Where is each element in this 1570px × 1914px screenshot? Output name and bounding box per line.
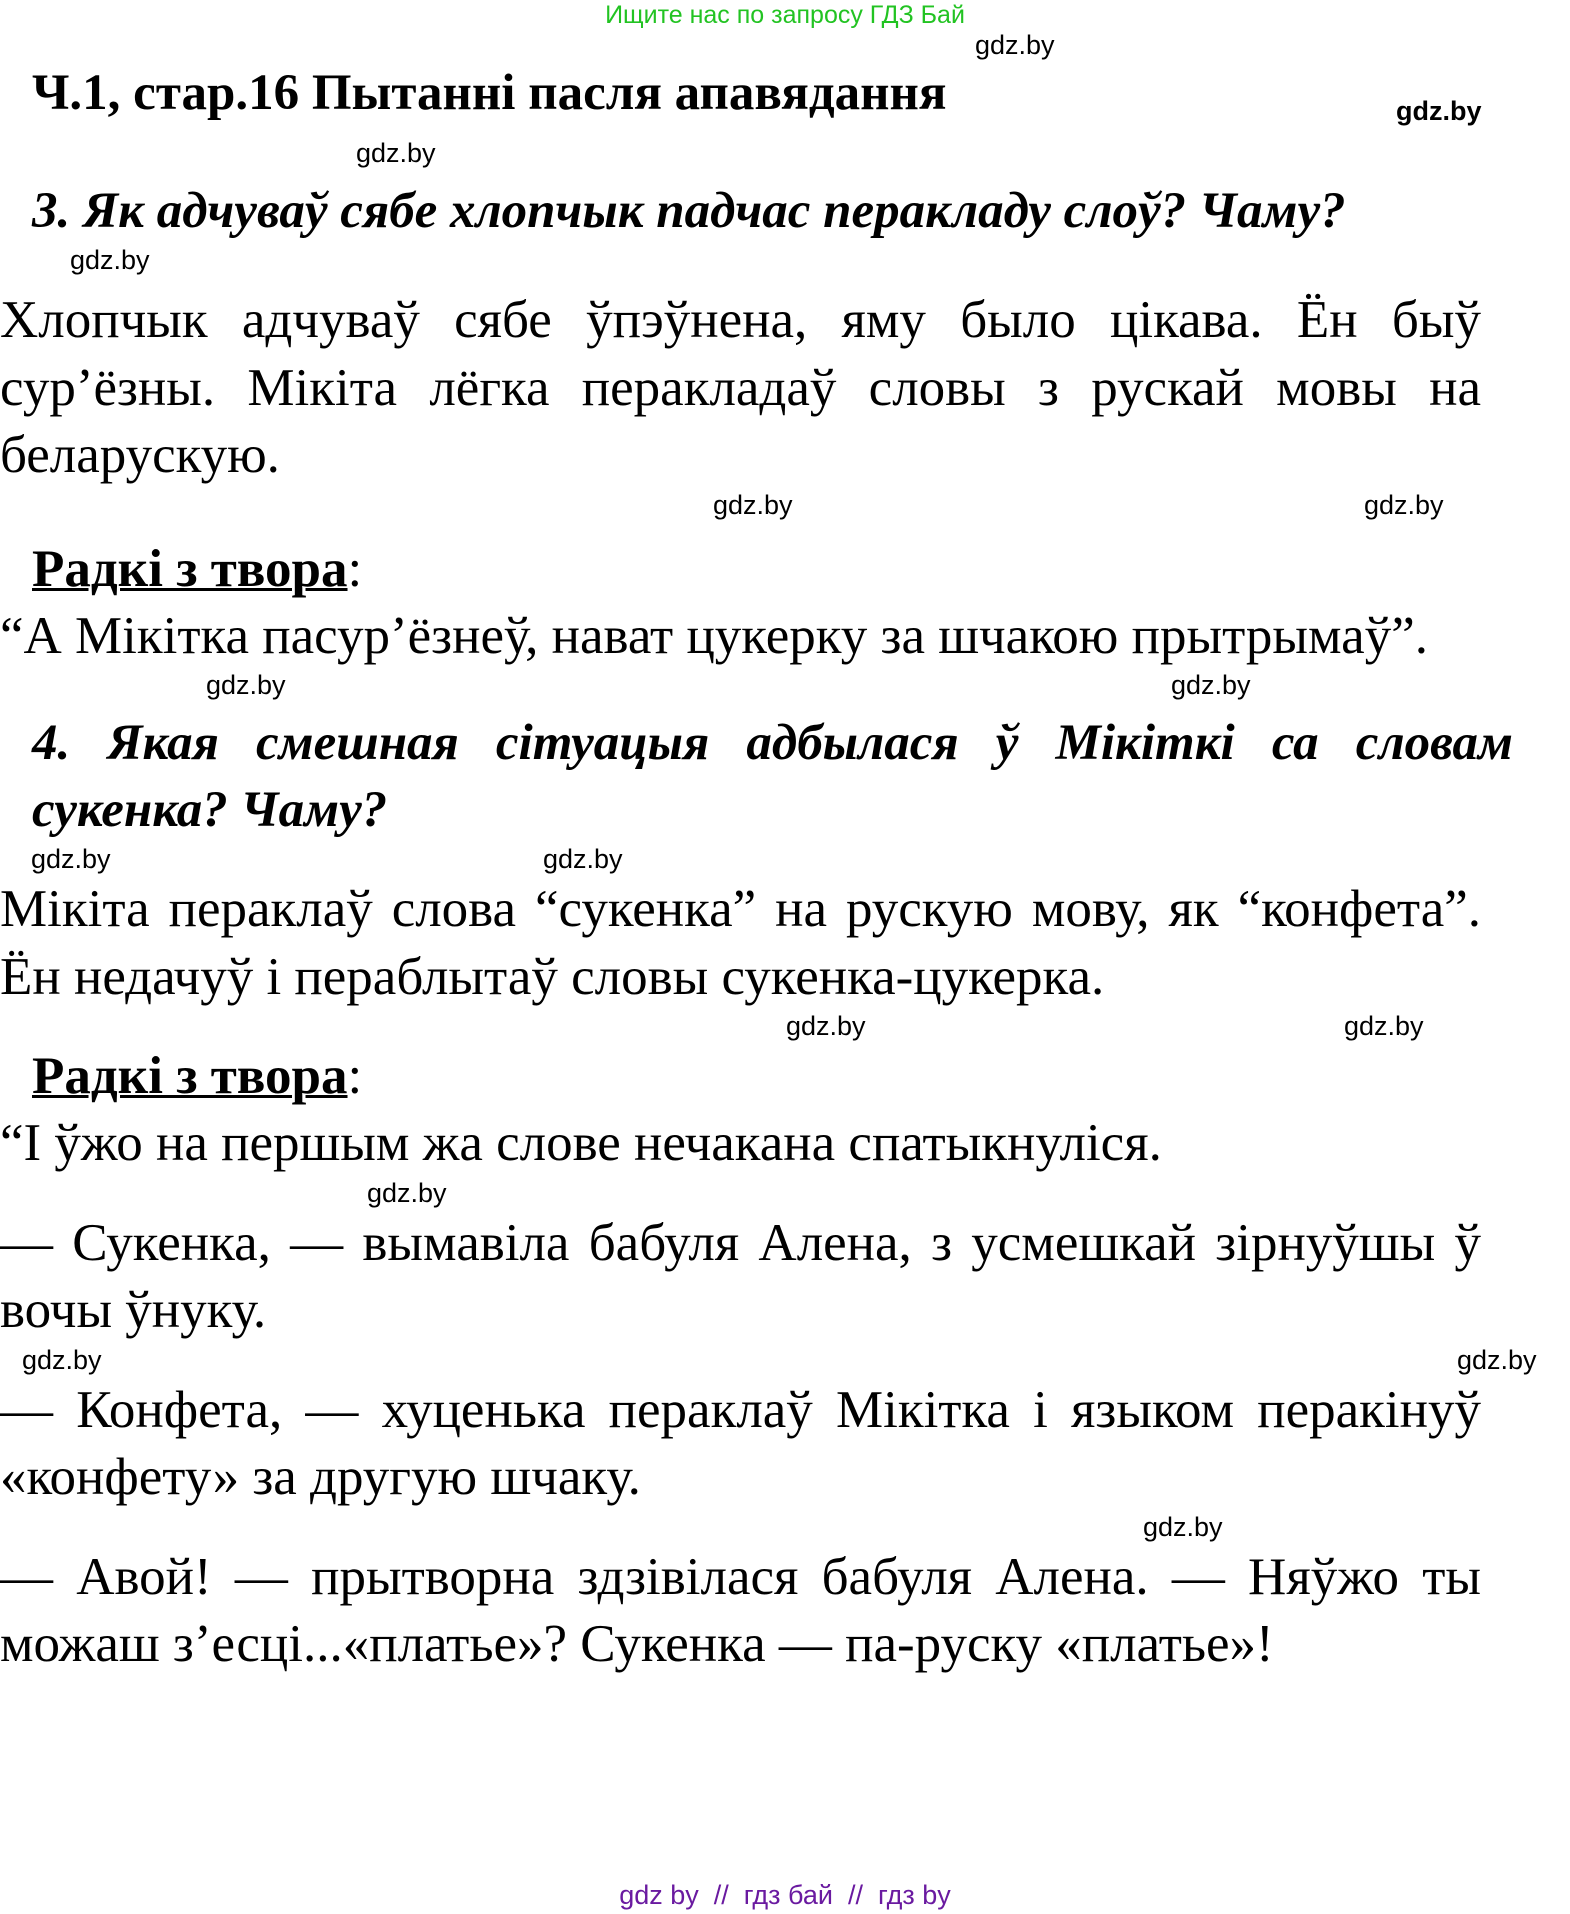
watermark: gdz.by xyxy=(786,1011,866,1041)
watermark-row xyxy=(0,490,1570,522)
watermark-row xyxy=(0,670,1570,702)
search-hint: Ищите нас по запросу ГДЗ Бай xyxy=(605,1,965,29)
watermark: gdz.by xyxy=(31,844,111,874)
watermark: gdz.by xyxy=(206,670,286,700)
watermark: gdz.by xyxy=(543,844,623,874)
watermark: gdz.by xyxy=(1344,1011,1424,1041)
quote-line: “І ўжо на першым жа слове нечакана спатыкнуліся. xyxy=(0,1114,1162,1172)
watermark: gdz.by xyxy=(1457,1344,1537,1375)
quote-line: — Конфета, — хуценька пераклаў Мікітка і языком перакінуў «конфету» за другую шчаку. xyxy=(0,1380,1481,1506)
watermark-row xyxy=(0,844,1570,876)
colon: : xyxy=(347,1047,363,1105)
colon: : xyxy=(347,539,363,598)
watermark-row xyxy=(0,1345,1570,1377)
watermark-row xyxy=(0,30,1570,62)
watermark: gdz.by xyxy=(367,1177,447,1208)
page-title-row xyxy=(32,62,1513,124)
lines-label-2 xyxy=(32,1043,1513,1110)
question-4: 4. Якая смешная сітуацыя адбылася ў Мікіткі са словам сукенка? Чаму? xyxy=(32,715,1513,838)
watermark-row xyxy=(0,1512,1570,1544)
watermark: gdz.by xyxy=(70,245,150,275)
watermark: gdz.by xyxy=(356,138,436,168)
answer-4: Мікіта пераклаў слова “сукенка” на рускую мову, як “конфета”. Ён недачуў і пераблытаў словы сукенка-цукерка. xyxy=(0,880,1481,1006)
watermark-row xyxy=(0,1178,1570,1210)
watermark: gdz.by xyxy=(22,1344,102,1375)
page-title: Ч.1, стар.16 Пытанні пасля апавядання xyxy=(32,65,947,121)
lines-label-text: Радкі з твора xyxy=(32,1047,348,1105)
quote-line: — Авой! — прытворна здзівілася бабуля Алена. — Няўжо ты можаш з’есці...«платье»? Сукенка — па-руску «платье»! xyxy=(0,1547,1481,1673)
lines-label-1 xyxy=(32,536,1513,603)
quote-line: — Сукенка, — вымавіла бабуля Алена, з усмешкай зірнуўшы ў вочы ўнуку. xyxy=(0,1213,1481,1339)
answer-3: Хлопчык адчуваў сябе ўпэўнена, яму было цікава. Ён быў сур’ёзны. Мікіта лёгка перакладаў словы з рускай мовы на беларускую. xyxy=(0,291,1481,484)
question-3: 3. Як адчуваў сябе хлопчык падчас перакладу слоў? Чаму? xyxy=(32,183,1346,239)
quote-3: “А Мікітка пасур’ёзнеў, нават цукерку за шчакою прытрымаў”. xyxy=(0,606,1428,665)
lines-label-text: Радкі з твора xyxy=(32,539,348,598)
watermark: gdz.by xyxy=(1396,96,1482,126)
watermark: gdz.by xyxy=(975,30,1055,60)
watermark-row xyxy=(0,1011,1570,1043)
watermark-row xyxy=(0,245,1570,277)
watermark: gdz.by xyxy=(1143,1511,1223,1542)
watermark: gdz.by xyxy=(1171,670,1251,700)
watermark: gdz.by xyxy=(1364,489,1444,520)
watermark-row xyxy=(0,138,1570,170)
watermark: gdz.by xyxy=(713,489,793,520)
footer-watermark: gdz by // гдз бай // гдз by xyxy=(619,1880,951,1910)
